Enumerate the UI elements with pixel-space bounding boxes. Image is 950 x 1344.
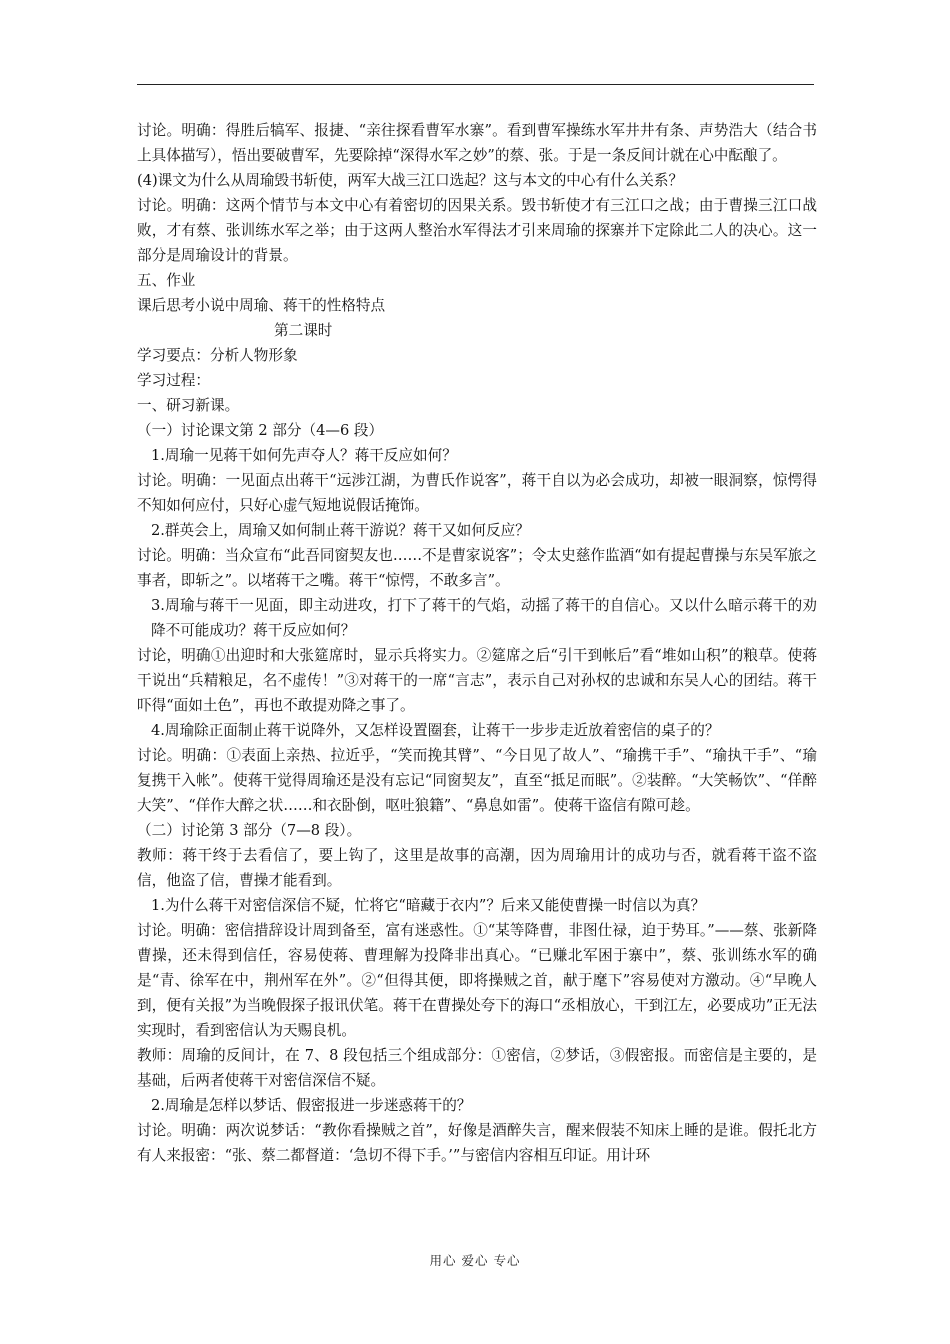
- paragraph: 学习要点：分析人物形象: [137, 347, 298, 364]
- document-body: [137, 118, 817, 1168]
- paragraph: 课后思考小说中周瑜、蒋干的性格特点: [137, 297, 386, 314]
- paragraph: 学习过程：: [137, 372, 210, 389]
- section-heading: 第二课时: [274, 322, 333, 339]
- paragraph: 2.群英会上，周瑜又如何制止蒋干游说？蒋干又如何反应？: [151, 522, 530, 539]
- paragraph: 一、研习新课。: [137, 397, 240, 414]
- paragraph: 讨论。明确：这两个情节与本文中心有着密切的因果关系。毁书斩使才有三江口之战；由于曹操三江口战败，才有蔡、张训练水军之举；由于这两人整治水军得法才引来周瑜的探寨并下定除此二人的决心。这一部分是周瑜设计的背景。: [137, 197, 817, 264]
- paragraph: 教师：周瑜的反间计，在 7、8 段包括三个组成部分：①密信，②梦话，③假密报。而密信是主要的，是基础，后两者使蒋干对密信深信不疑。: [137, 1047, 817, 1089]
- paragraph: 讨论。明确：一见面点出蒋干“远涉江湖，为曹氏作说客”，蒋干自以为必会成功，却被一眼洞察，惊愕得不知如何应付，只好心虚气短地说假话掩饰。: [137, 472, 817, 514]
- paragraph: （二）讨论第 3 部分（7—8 段）。: [137, 822, 362, 839]
- paragraph: 2.周瑜是怎样以梦话、假密报进一步迷惑蒋干的？: [151, 1097, 472, 1114]
- paragraph: 4.周瑜除正面制止蒋干说降外，又怎样设置圈套，让蒋干一步步走近放着密信的桌子的？: [151, 722, 720, 739]
- paragraph: 讨论。明确：两次说梦话：“教你看操贼之首”，好像是酒醉失言，醒来假装不知床上睡的是谁。假托北方有人来报密：“张、蔡二都督道：‘急切不得下手。’”与密信内容相互印证。用计环: [137, 1122, 817, 1164]
- paragraph: 五、作业: [137, 272, 196, 289]
- paragraph: 讨论。明确：密信措辞设计周到备至，富有迷惑性。①“某等降曹，非图仕禄，迫于势耳。”——蔡、张新降曹操，还未得到信任，容易使蒋、曹理解为投降非出真心。“已赚北军困于寨中”，蔡、张训练水军的确是“青、徐军在中，荆州军在外”。②“但得其便，即将操贼之首，献于麾下”容易使对方激动。④“早晚人到，便有关报”为当晚假探子报讯伏笔。蒋干在曹操处夸下的海口“丞相放心，干到江左，必要成功”正无法实现时，看到密信认为天赐良机。: [137, 922, 817, 1039]
- paragraph: 1.周瑜一见蒋干如何先声夺人？蒋干反应如何？: [151, 447, 457, 464]
- paragraph: 讨论。明确：①表面上亲热、拉近乎，“笑而挽其臂”、“今日见了故人”、“瑜携干手”、“瑜执干手”、“瑜复携干入帐”。使蒋干觉得周瑜还是没有忘记“同窗契友”，直至“抵足而眠”。②装醉。“大笑畅饮”、“佯醉大笑”、“佯作大醉之状……和衣卧倒，呕吐狼籍”、“鼻息如雷”。使蒋干盗信有隙可趁。: [137, 747, 817, 814]
- paragraph: （一）讨论课文第 2 部分（4—6 段）: [137, 422, 384, 439]
- paragraph: 3.周瑜与蒋干一见面，即主动进攻，打下了蒋干的气焰，动摇了蒋干的自信心。又以什么暗示蒋干的劝降不可能成功？蒋干反应如何？: [151, 597, 817, 639]
- page-footer: 用心 爱心 专心: [429, 1253, 521, 1268]
- paragraph: 讨论。明确：当众宣布“此吾同窗契友也……不是曹家说客”；令太史慈作监酒“如有提起曹操与东吴军旅之事者，即斩之”。以堵蒋干之嘴。蒋干“惊愕，不敢多言”。: [137, 547, 817, 589]
- paragraph: 讨论。明确：得胜后犒军、报捷、“亲往探看曹军水寨”。看到曹军操练水军井井有条、声势浩大（结合书上具体描写），悟出要破曹军，先要除掉“深得水军之妙”的蔡、张。于是一条反间计就在心中酝酿了。: [137, 122, 817, 164]
- paragraph: 讨论，明确①出迎时和大张筵席时，显示兵将实力。②筵席之后“引干到帐后”看“堆如山积”的粮草。使蒋干说出“兵精粮足，名不虚传！”③对蒋干的一席“言志”，表示自己对孙权的忠诚和东吴人心的团结。蒋干吓得“面如土色”，再也不敢提劝降之事了。: [137, 647, 817, 714]
- header-rule: [137, 84, 814, 85]
- paragraph: 教师：蒋干终于去看信了，要上钩了，这里是故事的高潮，因为周瑜用计的成功与否，就看蒋干盗不盗信，他盗了信，曹操才能看到。: [137, 847, 817, 889]
- paragraph: 1.为什么蒋干对密信深信不疑，忙将它“暗藏于衣内”？后来又能使曹操一时信以为真？: [151, 897, 706, 914]
- paragraph: (4)课文为什么从周瑜毁书斩使，两军大战三江口选起？这与本文的中心有什么关系？: [137, 172, 684, 189]
